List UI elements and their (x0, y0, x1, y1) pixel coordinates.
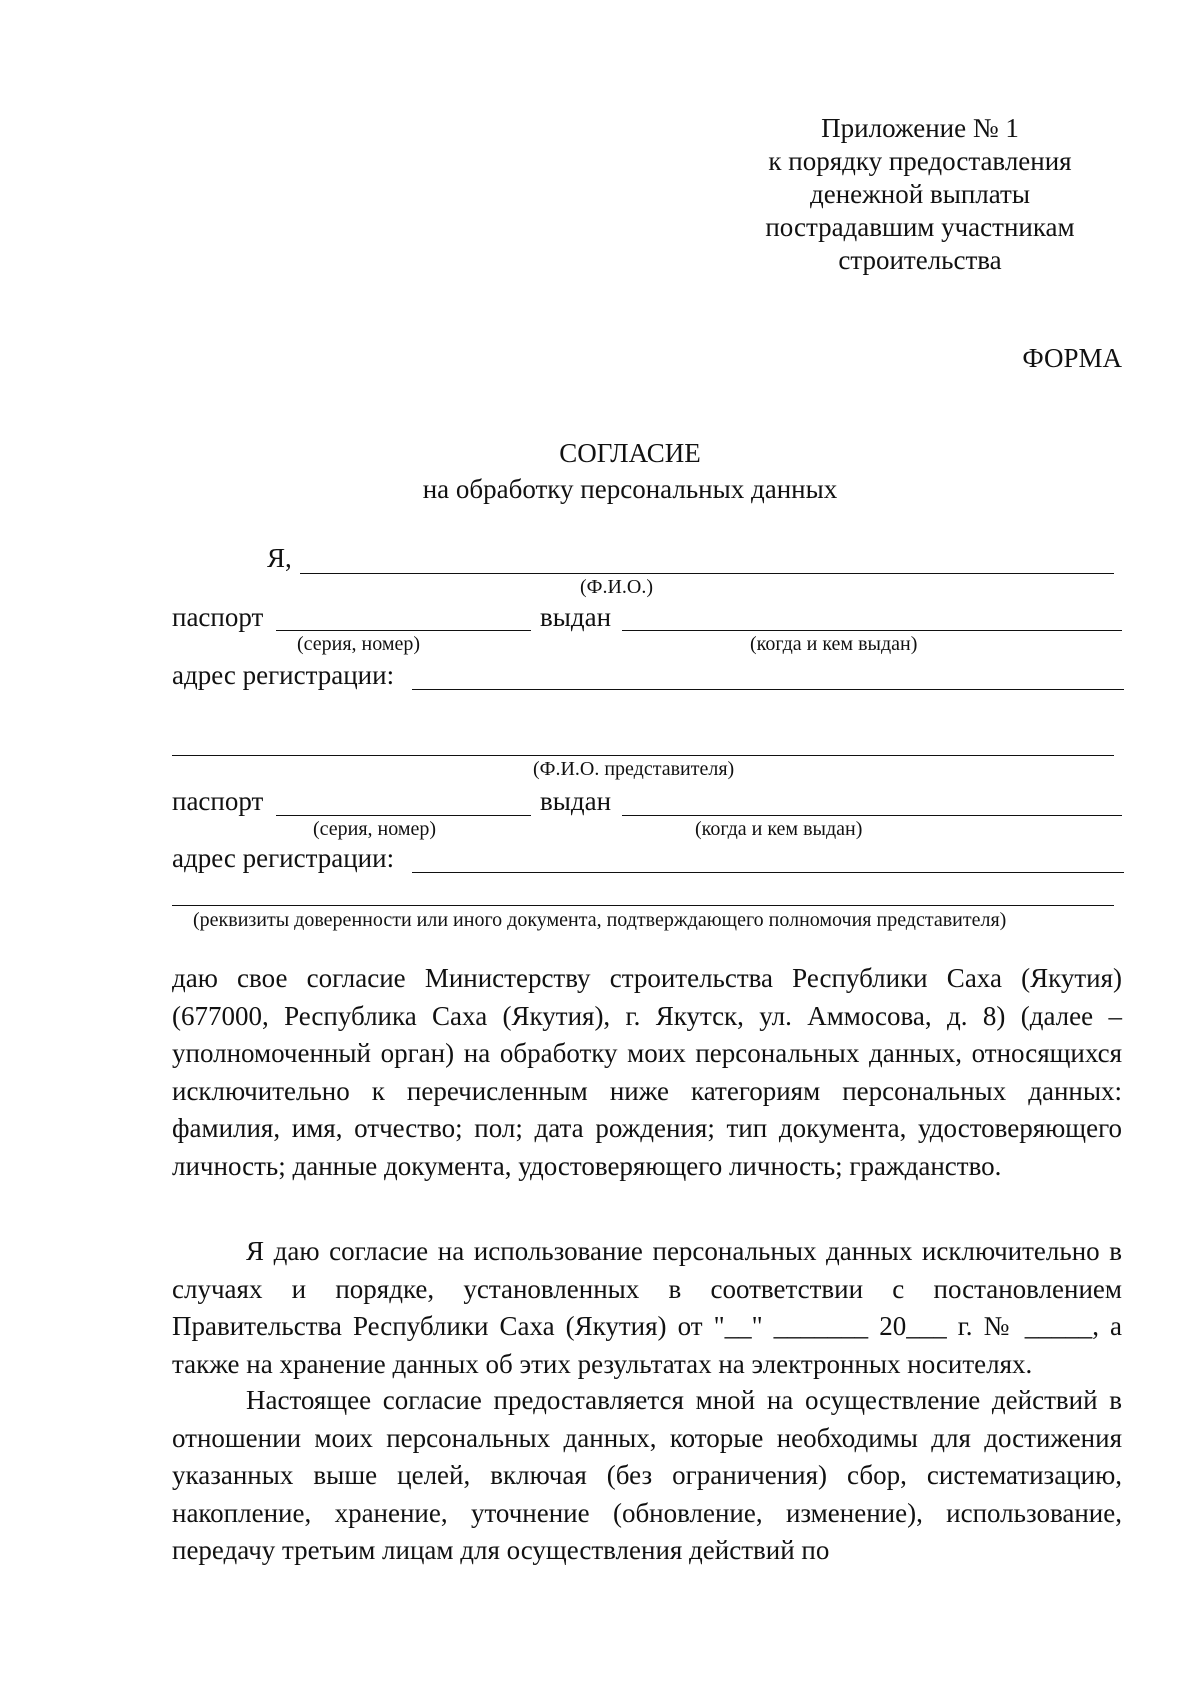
i-label: Я, (267, 543, 292, 573)
document-title: СОГЛАСИЕ (559, 438, 701, 468)
appendix-line-5: строительства (838, 245, 1002, 275)
consent-paragraph-2: Я даю согласие на использование персональных данных исключительно в случаях и порядке, установленных в соответствии с постановлением Правительства Республики Саха (Якутия) от "__" _______ 20___ г. № _____, а также на хранение данных об этих результатах на электронных носителях. (172, 1236, 1122, 1379)
fio-caption: (Ф.И.О.) (580, 576, 654, 598)
representative-address-label: адрес регистрации: (172, 843, 395, 873)
applicant-issued-line[interactable] (622, 630, 1122, 631)
applicant-passport-line[interactable] (276, 630, 531, 631)
applicant-address-line[interactable] (412, 689, 1124, 690)
consent-paragraph-1: даю свое согласие Министерству строительства Республики Саха (Якутия) (677000, Республика Саха (Якутия), г. Якутск, ул. Аммосова, д. 8) (далее – уполномоченный орган) на обработку моих персональных данных, относящихся исключительно к перечисленным ниже категориям персональных данных: фамилия, имя, отчество; пол; дата рождения; тип документа, удостоверяющего личность; данные документа, удостоверяющего личность; гражданство. (172, 963, 1122, 1181)
applicant-issued-label: выдан (540, 602, 612, 632)
applicant-series-caption: (серия, номер) (297, 633, 421, 655)
applicant-passport-label: паспорт (172, 602, 264, 632)
representative-issued-caption: (когда и кем выдан) (695, 818, 863, 840)
representative-series-caption: (серия, номер) (313, 818, 437, 840)
representative-address-line[interactable] (412, 872, 1124, 873)
representative-fio-caption: (Ф.И.О. представителя) (533, 758, 735, 780)
appendix-line-3: денежной выплаты (810, 179, 1030, 209)
representative-issued-label: выдан (540, 786, 612, 816)
consent-paragraph-3: Настоящее согласие предоставляется мной на осуществление действий в отношении моих персональных данных, которые необходимы для достижения указанных выше целей, включая (без ограничения) сбор, систематизацию, накопление, хранение, уточнение (обновление, изменение), использование, передачу третьим лицам для осуществления действий по (172, 1385, 1122, 1565)
form-label: ФОРМА (1022, 343, 1122, 373)
document-subtitle: на обработку персональных данных (422, 474, 838, 504)
appendix-number: Приложение № 1 (821, 113, 1019, 143)
representative-issued-line[interactable] (622, 815, 1122, 816)
appendix-header (720, 112, 1120, 277)
requisites-caption: (реквизиты доверенности или иного документа, подтверждающего полномочия представителя) (193, 909, 1007, 931)
applicant-issued-caption: (когда и кем выдан) (750, 633, 918, 655)
representative-fio-line[interactable] (172, 755, 1114, 756)
representative-passport-label: паспорт (172, 786, 264, 816)
applicant-address-label: адрес регистрации: (172, 660, 395, 690)
representative-passport-line[interactable] (276, 815, 531, 816)
applicant-fio-line[interactable] (300, 573, 1114, 574)
appendix-line-2: к порядку предоставления (768, 146, 1072, 176)
requisites-line[interactable] (172, 905, 1114, 906)
appendix-line-4: пострадавшим участникам (765, 212, 1075, 242)
